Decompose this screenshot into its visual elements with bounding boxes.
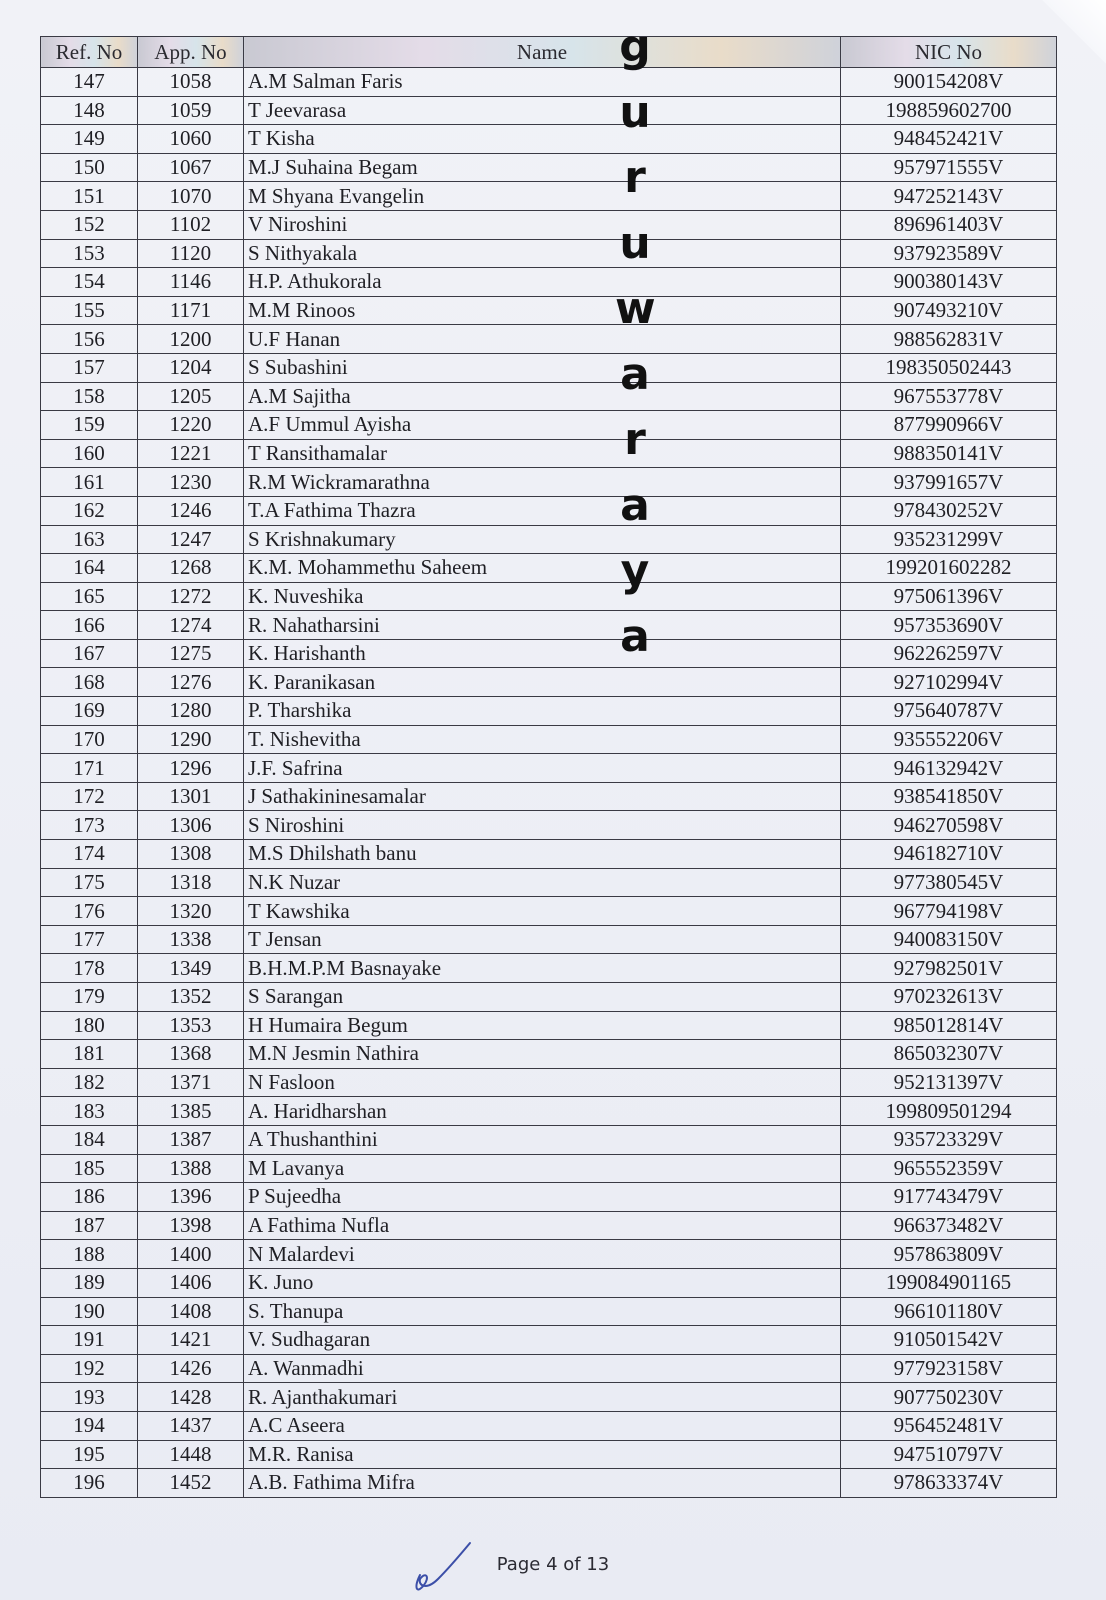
name-cell: V Niroshini xyxy=(244,210,841,239)
table-row xyxy=(41,268,1057,297)
ref-no-cell: 156 xyxy=(41,325,138,354)
watermark-letter: a xyxy=(620,610,650,662)
name-cell: T.A Fathima Thazra xyxy=(244,496,841,525)
ref-no-cell: 194 xyxy=(41,1411,138,1440)
ref-no-cell: 168 xyxy=(41,668,138,697)
app-no-cell: 1385 xyxy=(138,1097,244,1126)
name-cell: J Sathakininesamalar xyxy=(244,782,841,811)
ref-no-cell: 152 xyxy=(41,210,138,239)
name-cell: M.N Jesmin Nathira xyxy=(244,1040,841,1069)
ref-no-cell: 188 xyxy=(41,1240,138,1269)
app-no-cell: 1353 xyxy=(138,1011,244,1040)
nic-no-cell: 900154208V xyxy=(841,68,1057,97)
app-no-cell: 1220 xyxy=(138,411,244,440)
ref-no-cell: 149 xyxy=(41,125,138,154)
ref-no-cell: 164 xyxy=(41,554,138,583)
watermark-letter: r xyxy=(624,414,646,465)
name-cell: N Fasloon xyxy=(244,1068,841,1097)
nic-no-cell: 935723329V xyxy=(841,1125,1057,1154)
app-no-cell: 1320 xyxy=(138,897,244,926)
ref-no-cell: 182 xyxy=(41,1068,138,1097)
nic-no-cell: 967794198V xyxy=(841,897,1057,926)
app-no-cell: 1448 xyxy=(138,1440,244,1469)
name-cell: M.M Rinoos xyxy=(244,296,841,325)
ref-no-cell: 177 xyxy=(41,925,138,954)
watermark-letter: y xyxy=(620,545,650,596)
nic-no-cell: 937991657V xyxy=(841,468,1057,497)
table-row xyxy=(41,868,1057,897)
name-cell: S Subashini xyxy=(244,353,841,382)
ref-no-cell: 170 xyxy=(41,725,138,754)
nic-no-cell: 988562831V xyxy=(841,325,1057,354)
nic-no-cell: 865032307V xyxy=(841,1040,1057,1069)
app-no-cell: 1205 xyxy=(138,382,244,411)
app-no-cell: 1280 xyxy=(138,697,244,726)
app-no-cell: 1060 xyxy=(138,125,244,154)
nic-no-cell: 935552206V xyxy=(841,725,1057,754)
table-row xyxy=(41,1354,1057,1383)
app-no-cell: 1368 xyxy=(138,1040,244,1069)
app-no-cell: 1059 xyxy=(138,96,244,125)
table-row xyxy=(41,411,1057,440)
name-cell: S Nithyakala xyxy=(244,239,841,268)
nic-no-cell: 970232613V xyxy=(841,983,1057,1012)
table-row xyxy=(41,1469,1057,1498)
app-no-cell: 1221 xyxy=(138,439,244,468)
nic-no-cell: 877990966V xyxy=(841,411,1057,440)
ref-no-cell: 178 xyxy=(41,954,138,983)
ref-no-cell: 183 xyxy=(41,1097,138,1126)
table-row xyxy=(41,1383,1057,1412)
table-row xyxy=(41,725,1057,754)
app-no-header: App. No xyxy=(138,37,244,68)
ref-no-cell: 176 xyxy=(41,897,138,926)
name-cell: A. Wanmadhi xyxy=(244,1354,841,1383)
table-row xyxy=(41,1125,1057,1154)
name-cell: R.M Wickramarathna xyxy=(244,468,841,497)
table-row xyxy=(41,897,1057,926)
table-header-row xyxy=(41,37,1057,68)
name-cell: U.F Hanan xyxy=(244,325,841,354)
nic-no-cell: 985012814V xyxy=(841,1011,1057,1040)
nic-no-cell: 927102994V xyxy=(841,668,1057,697)
app-no-cell: 1398 xyxy=(138,1211,244,1240)
app-no-cell: 1388 xyxy=(138,1154,244,1183)
nic-no-cell: 967553778V xyxy=(841,382,1057,411)
watermark-letter: a xyxy=(620,479,650,531)
table-row xyxy=(41,1211,1057,1240)
table-row xyxy=(41,496,1057,525)
ref-no-cell: 185 xyxy=(41,1154,138,1183)
ref-no-cell: 166 xyxy=(41,611,138,640)
name-cell: T Jensan xyxy=(244,925,841,954)
ref-no-cell: 150 xyxy=(41,153,138,182)
nic-no-cell: 948452421V xyxy=(841,125,1057,154)
app-no-cell: 1171 xyxy=(138,296,244,325)
table-row xyxy=(41,296,1057,325)
name-cell: T Kisha xyxy=(244,125,841,154)
app-no-cell: 1400 xyxy=(138,1240,244,1269)
app-no-cell: 1268 xyxy=(138,554,244,583)
watermark-letter: u xyxy=(619,217,651,269)
applicant-table xyxy=(40,36,1057,1498)
ref-no-cell: 192 xyxy=(41,1354,138,1383)
app-no-cell: 1272 xyxy=(138,582,244,611)
ref-no-cell: 196 xyxy=(41,1469,138,1498)
name-cell: K. Nuveshika xyxy=(244,582,841,611)
name-cell: A.C Aseera xyxy=(244,1411,841,1440)
table-row xyxy=(41,468,1057,497)
ref-no-cell: 155 xyxy=(41,296,138,325)
nic-no-cell: 927982501V xyxy=(841,954,1057,983)
watermark-letter: w xyxy=(615,283,656,334)
ref-no-cell: 162 xyxy=(41,496,138,525)
nic-no-cell: 938541850V xyxy=(841,782,1057,811)
ref-no-cell: 151 xyxy=(41,182,138,211)
ref-no-cell: 195 xyxy=(41,1440,138,1469)
watermark-letter: a xyxy=(620,348,650,400)
table-row xyxy=(41,582,1057,611)
ref-no-cell: 171 xyxy=(41,754,138,783)
ref-no-cell: 172 xyxy=(41,782,138,811)
nic-no-cell: 199809501294 xyxy=(841,1097,1057,1126)
table-row xyxy=(41,811,1057,840)
app-no-cell: 1120 xyxy=(138,239,244,268)
nic-no-cell: 988350141V xyxy=(841,439,1057,468)
name-cell: J.F. Safrina xyxy=(244,754,841,783)
table-row xyxy=(41,782,1057,811)
table-row xyxy=(41,353,1057,382)
app-no-cell: 1437 xyxy=(138,1411,244,1440)
ref-no-cell: 160 xyxy=(41,439,138,468)
app-no-cell: 1408 xyxy=(138,1297,244,1326)
ref-no-cell: 157 xyxy=(41,353,138,382)
name-cell: M.R. Ranisa xyxy=(244,1440,841,1469)
name-header: Name xyxy=(244,37,841,68)
app-no-cell: 1371 xyxy=(138,1068,244,1097)
table-row xyxy=(41,1183,1057,1212)
nic-no-cell: 935231299V xyxy=(841,525,1057,554)
nic-no-cell: 977380545V xyxy=(841,868,1057,897)
table-row xyxy=(41,697,1057,726)
name-cell: A. Haridharshan xyxy=(244,1097,841,1126)
table-row xyxy=(41,954,1057,983)
nic-no-cell: 907493210V xyxy=(841,296,1057,325)
nic-no-cell: 947252143V xyxy=(841,182,1057,211)
ref-no-cell: 167 xyxy=(41,639,138,668)
app-no-cell: 1102 xyxy=(138,210,244,239)
ref-no-cell: 187 xyxy=(41,1211,138,1240)
name-cell: K. Paranikasan xyxy=(244,668,841,697)
table-row xyxy=(41,68,1057,97)
app-no-cell: 1306 xyxy=(138,811,244,840)
watermark-letter: g xyxy=(619,21,651,72)
nic-no-cell: 917743479V xyxy=(841,1183,1057,1212)
table-row xyxy=(41,1040,1057,1069)
nic-no-cell: 910501542V xyxy=(841,1326,1057,1355)
name-cell: K.M. Mohammethu Saheem xyxy=(244,554,841,583)
name-cell: P Sujeedha xyxy=(244,1183,841,1212)
ref-no-cell: 179 xyxy=(41,983,138,1012)
name-cell: A Thushanthini xyxy=(244,1125,841,1154)
name-cell: T. Nishevitha xyxy=(244,725,841,754)
app-no-cell: 1338 xyxy=(138,925,244,954)
app-no-cell: 1275 xyxy=(138,639,244,668)
table-row xyxy=(41,1240,1057,1269)
name-cell: A.M Sajitha xyxy=(244,382,841,411)
name-cell: M Lavanya xyxy=(244,1154,841,1183)
ref-no-cell: 163 xyxy=(41,525,138,554)
nic-no-cell: 940083150V xyxy=(841,925,1057,954)
ref-no-cell: 159 xyxy=(41,411,138,440)
nic-no-cell: 199084901165 xyxy=(841,1268,1057,1297)
ref-no-cell: 175 xyxy=(41,868,138,897)
app-no-cell: 1204 xyxy=(138,353,244,382)
name-cell: H Humaira Begum xyxy=(244,1011,841,1040)
nic-no-cell: 978633374V xyxy=(841,1469,1057,1498)
name-cell: S Krishnakumary xyxy=(244,525,841,554)
ref-no-cell: 158 xyxy=(41,382,138,411)
watermark-letter: u xyxy=(619,86,651,138)
table-row xyxy=(41,983,1057,1012)
name-cell: T Jeevarasa xyxy=(244,96,841,125)
vertical-watermark xyxy=(615,14,655,669)
app-no-cell: 1452 xyxy=(138,1469,244,1498)
name-cell: K. Harishanth xyxy=(244,639,841,668)
app-no-cell: 1406 xyxy=(138,1268,244,1297)
app-no-cell: 1200 xyxy=(138,325,244,354)
name-cell: S Niroshini xyxy=(244,811,841,840)
ref-no-cell: 190 xyxy=(41,1297,138,1326)
nic-no-cell: 900380143V xyxy=(841,268,1057,297)
nic-no-cell: 965552359V xyxy=(841,1154,1057,1183)
app-no-cell: 1421 xyxy=(138,1326,244,1355)
table-row xyxy=(41,1268,1057,1297)
table-row xyxy=(41,1154,1057,1183)
name-cell: A.F Ummul Ayisha xyxy=(244,411,841,440)
app-no-cell: 1308 xyxy=(138,840,244,869)
name-cell: R. Ajanthakumari xyxy=(244,1383,841,1412)
table-row xyxy=(41,1440,1057,1469)
ref-no-cell: 193 xyxy=(41,1383,138,1412)
app-no-cell: 1058 xyxy=(138,68,244,97)
nic-no-cell: 946270598V xyxy=(841,811,1057,840)
nic-no-cell: 962262597V xyxy=(841,639,1057,668)
name-cell: M.J Suhaina Begam xyxy=(244,153,841,182)
nic-no-cell: 947510797V xyxy=(841,1440,1057,1469)
table-row xyxy=(41,182,1057,211)
name-cell: A.M Salman Faris xyxy=(244,68,841,97)
nic-no-cell: 956452481V xyxy=(841,1411,1057,1440)
app-no-cell: 1396 xyxy=(138,1183,244,1212)
nic-no-cell: 198859602700 xyxy=(841,96,1057,125)
table-row xyxy=(41,525,1057,554)
nic-no-cell: 978430252V xyxy=(841,496,1057,525)
watermark-letter: r xyxy=(624,152,646,203)
ref-no-cell: 161 xyxy=(41,468,138,497)
nic-no-cell: 946182710V xyxy=(841,840,1057,869)
ref-no-cell: 189 xyxy=(41,1268,138,1297)
app-no-cell: 1296 xyxy=(138,754,244,783)
name-cell: S Sarangan xyxy=(244,983,841,1012)
name-cell: N Malardevi xyxy=(244,1240,841,1269)
nic-no-cell: 957863809V xyxy=(841,1240,1057,1269)
name-cell: T Kawshika xyxy=(244,897,841,926)
ref-no-cell: 186 xyxy=(41,1183,138,1212)
ref-no-cell: 181 xyxy=(41,1040,138,1069)
table-row xyxy=(41,754,1057,783)
table-body xyxy=(41,68,1057,1498)
nic-no-cell: 896961403V xyxy=(841,210,1057,239)
table-row xyxy=(41,1097,1057,1126)
name-cell: V. Sudhagaran xyxy=(244,1326,841,1355)
name-cell: N.K Nuzar xyxy=(244,868,841,897)
ref-no-cell: 174 xyxy=(41,840,138,869)
nic-no-cell: 957353690V xyxy=(841,611,1057,640)
app-no-cell: 1146 xyxy=(138,268,244,297)
name-cell: H.P. Athukorala xyxy=(244,268,841,297)
app-no-cell: 1426 xyxy=(138,1354,244,1383)
table-row xyxy=(41,639,1057,668)
table-row xyxy=(41,325,1057,354)
app-no-cell: 1349 xyxy=(138,954,244,983)
nic-no-cell: 907750230V xyxy=(841,1383,1057,1412)
table-row xyxy=(41,153,1057,182)
nic-no-cell: 957971555V xyxy=(841,153,1057,182)
name-cell: B.H.M.P.M Basnayake xyxy=(244,954,841,983)
ref-no-cell: 191 xyxy=(41,1326,138,1355)
table-row xyxy=(41,1326,1057,1355)
name-cell: T Ransithamalar xyxy=(244,439,841,468)
app-no-cell: 1230 xyxy=(138,468,244,497)
ref-no-cell: 154 xyxy=(41,268,138,297)
ref-no-cell: 147 xyxy=(41,68,138,97)
ref-no-cell: 173 xyxy=(41,811,138,840)
table-row xyxy=(41,1297,1057,1326)
name-cell: R. Nahatharsini xyxy=(244,611,841,640)
name-cell: K. Juno xyxy=(244,1268,841,1297)
name-cell: S. Thanupa xyxy=(244,1297,841,1326)
app-no-cell: 1276 xyxy=(138,668,244,697)
table-row xyxy=(41,210,1057,239)
name-cell: M Shyana Evangelin xyxy=(244,182,841,211)
app-no-cell: 1352 xyxy=(138,983,244,1012)
app-no-cell: 1070 xyxy=(138,182,244,211)
app-no-cell: 1301 xyxy=(138,782,244,811)
nic-no-cell: 198350502443 xyxy=(841,353,1057,382)
table-row xyxy=(41,239,1057,268)
nic-no-cell: 937923589V xyxy=(841,239,1057,268)
app-no-cell: 1318 xyxy=(138,868,244,897)
app-no-cell: 1428 xyxy=(138,1383,244,1412)
nic-no-cell: 966101180V xyxy=(841,1297,1057,1326)
name-cell: A.B. Fathima Mifra xyxy=(244,1469,841,1498)
table-row xyxy=(41,554,1057,583)
app-no-cell: 1067 xyxy=(138,153,244,182)
app-no-cell: 1387 xyxy=(138,1125,244,1154)
table-row xyxy=(41,925,1057,954)
table-row xyxy=(41,125,1057,154)
nic-no-header: NIC No xyxy=(841,37,1057,68)
nic-no-cell: 975061396V xyxy=(841,582,1057,611)
ref-no-header: Ref. No xyxy=(41,37,138,68)
page-number: Page 4 of 13 xyxy=(496,1554,610,1575)
table-row xyxy=(41,1411,1057,1440)
ref-no-cell: 180 xyxy=(41,1011,138,1040)
nic-no-cell: 966373482V xyxy=(841,1211,1057,1240)
nic-no-cell: 952131397V xyxy=(841,1068,1057,1097)
name-cell: M.S Dhilshath banu xyxy=(244,840,841,869)
table-row xyxy=(41,668,1057,697)
nic-no-cell: 199201602282 xyxy=(841,554,1057,583)
ref-no-cell: 153 xyxy=(41,239,138,268)
nic-no-cell: 977923158V xyxy=(841,1354,1057,1383)
app-no-cell: 1247 xyxy=(138,525,244,554)
table-row xyxy=(41,840,1057,869)
table-row xyxy=(41,611,1057,640)
nic-no-cell: 975640787V xyxy=(841,697,1057,726)
app-no-cell: 1274 xyxy=(138,611,244,640)
table-row xyxy=(41,96,1057,125)
app-no-cell: 1246 xyxy=(138,496,244,525)
ref-no-cell: 148 xyxy=(41,96,138,125)
ref-no-cell: 165 xyxy=(41,582,138,611)
table-row xyxy=(41,382,1057,411)
name-cell: A Fathima Nufla xyxy=(244,1211,841,1240)
ref-no-cell: 169 xyxy=(41,697,138,726)
table-row xyxy=(41,1011,1057,1040)
nic-no-cell: 946132942V xyxy=(841,754,1057,783)
app-no-cell: 1290 xyxy=(138,725,244,754)
table-row xyxy=(41,1068,1057,1097)
ref-no-cell: 184 xyxy=(41,1125,138,1154)
name-cell: P. Tharshika xyxy=(244,697,841,726)
table-row xyxy=(41,439,1057,468)
